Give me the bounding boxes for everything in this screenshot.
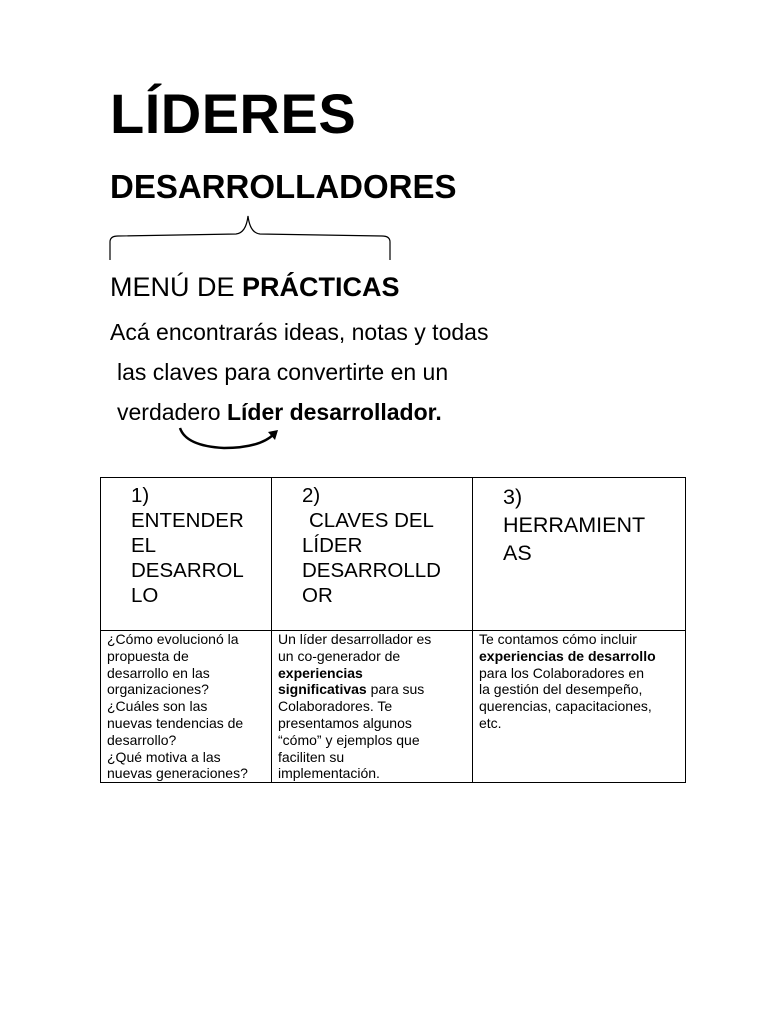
section-1-title-line: ENTENDER: [131, 509, 244, 532]
description-line: presentamos algunos: [278, 714, 412, 731]
intro-line-3-bold: Líder desarrollador.: [226, 399, 442, 425]
section-2-title-line: LÍDER: [302, 534, 363, 557]
description-line: Un líder desarrollador es: [278, 631, 432, 647]
page-subtitle: DESARROLLADORES: [110, 168, 457, 205]
section-3-title-line: HERRAMIENT: [503, 513, 646, 537]
description-bold-line: experiencias de desarrollo: [479, 647, 656, 664]
section-3-title-line: AS: [503, 541, 532, 565]
description-line: querencias, capacitaciones,: [479, 698, 652, 715]
description-line: desarrollo?: [107, 731, 177, 748]
description-line: propuesta de: [107, 647, 189, 664]
section-1-title-line: EL: [131, 534, 157, 557]
page-title: LÍDERES: [110, 82, 357, 145]
section-1-title-line: DESARROL: [131, 559, 244, 582]
description-line: organizaciones?: [107, 681, 209, 698]
menu-heading-regular: MENÚ DE: [110, 272, 235, 302]
description-line: desarrollo en las: [107, 664, 210, 681]
table-header-row: [101, 478, 686, 631]
section-2-title-line: DESARROLLD: [302, 559, 441, 582]
section-2-title-line: CLAVES DEL: [309, 509, 434, 532]
description-line: la gestión del desempeño,: [479, 681, 643, 698]
section-1-description: [101, 631, 272, 783]
section-3-number: 3): [503, 485, 523, 509]
section-2-header: [272, 478, 473, 631]
curved-arrow-icon: [172, 424, 284, 454]
intro-line-1: Acá encontrarás ideas, notas y todas: [110, 319, 489, 345]
description-line: “cómo” y ejemplos que: [278, 731, 420, 748]
description-line: nuevas tendencias de: [107, 714, 244, 731]
description-line: ¿Cómo evolucionó la: [107, 631, 239, 647]
description-bold-line: experiencias: [278, 664, 363, 681]
description-line: ¿Cuáles son las: [107, 698, 208, 715]
section-3-header: [473, 478, 686, 631]
description-bold-text: significativas: [278, 681, 367, 698]
table-body-row: [101, 631, 686, 783]
description-line: nuevas generaciones?: [107, 765, 248, 782]
menu-heading-bold: PRÁCTICAS: [242, 272, 400, 302]
description-line: Te contamos cómo incluir: [479, 631, 637, 647]
section-2-number: 2): [302, 484, 321, 507]
description-text: para sus: [370, 681, 425, 698]
section-1-header: [101, 478, 272, 631]
description-line: ¿Qué motiva a las: [107, 748, 221, 765]
description-line: implementación.: [278, 765, 380, 782]
description-line: [278, 681, 468, 698]
section-2-title-line: OR: [302, 584, 333, 607]
section-1-number: 1): [131, 484, 150, 507]
intro-line-2: las claves para convertirte en un: [117, 359, 449, 385]
description-line: un co-generador de: [278, 647, 401, 664]
description-line: etc.: [479, 714, 502, 731]
description-line: Colaboradores. Te: [278, 698, 393, 715]
description-line: faciliten su: [278, 748, 345, 765]
section-1-title-line: LO: [131, 584, 159, 607]
description-line: para los Colaboradores en: [479, 664, 644, 681]
intro-line-3: [117, 401, 442, 424]
section-3-description: [473, 631, 686, 783]
section-2-description: [272, 631, 473, 783]
practices-table: [100, 477, 686, 783]
intro-line-3-regular: verdadero: [117, 399, 221, 425]
curly-brace-icon: [106, 212, 396, 264]
menu-heading: [110, 274, 400, 301]
